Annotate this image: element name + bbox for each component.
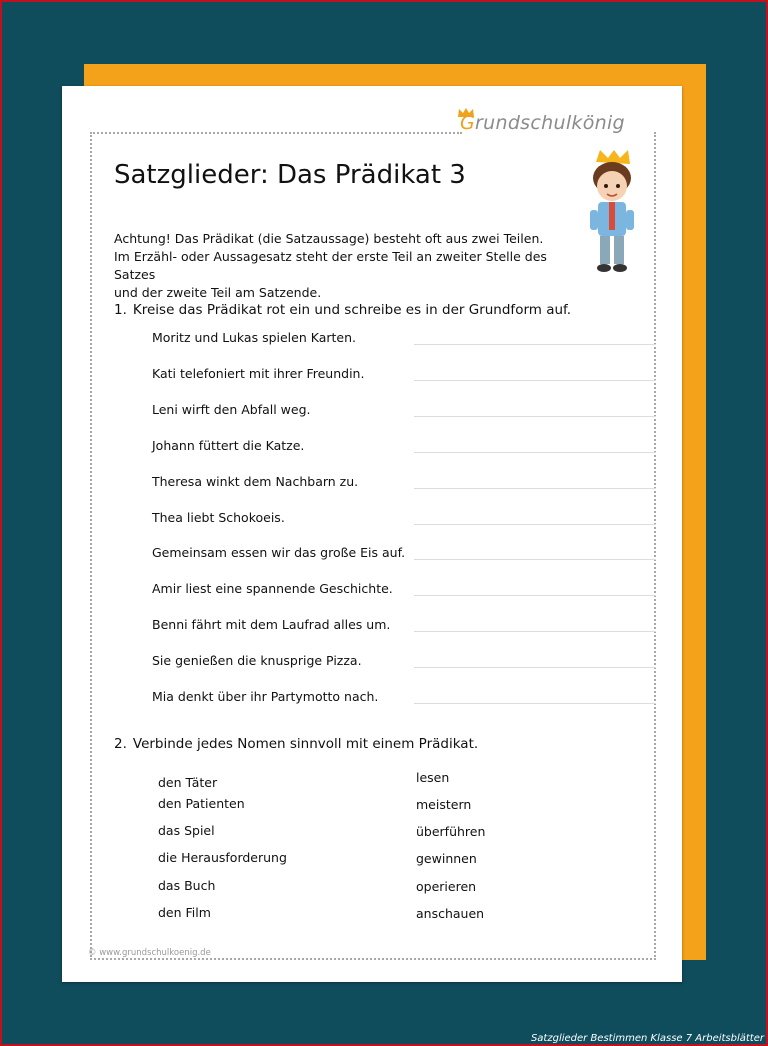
logo-first-letter: G xyxy=(460,112,476,134)
task-number: 2. xyxy=(114,736,127,752)
task2-heading xyxy=(114,736,478,752)
verb-item[interactable]: lesen xyxy=(416,770,450,785)
sentence: Kati telefoniert mit ihrer Freundin. xyxy=(152,366,365,381)
noun-item[interactable]: den Patienten xyxy=(158,796,245,811)
verb-item[interactable]: anschauen xyxy=(416,906,485,921)
brand-logo xyxy=(460,112,625,134)
answer-line[interactable] xyxy=(414,380,656,381)
sentence: Sie genießen die knusprige Pizza. xyxy=(152,653,362,668)
sentence: Leni wirft den Abfall weg. xyxy=(152,402,311,417)
intro-line: Im Erzähl- oder Aussagesatz steht der erste Teil an zweiter Stelle des Satzes xyxy=(114,249,547,282)
sentence: Moritz und Lukas spielen Karten. xyxy=(152,330,356,345)
worksheet-page xyxy=(62,86,682,982)
copyright-footer: © www.grundschulkoenig.de xyxy=(88,948,211,958)
verb-item[interactable]: überführen xyxy=(416,824,486,839)
boy-illustration xyxy=(582,150,642,276)
page-title: Satzglieder: Das Prädikat 3 xyxy=(114,160,466,190)
verb-item[interactable]: operieren xyxy=(416,879,477,894)
sentence: Mia denkt über ihr Partymotto nach. xyxy=(152,689,379,704)
verb-item[interactable]: meistern xyxy=(416,797,472,812)
sentence: Thea liebt Schokoeis. xyxy=(152,510,285,525)
answer-line[interactable] xyxy=(414,595,656,596)
sentence: Theresa winkt dem Nachbarn zu. xyxy=(152,474,359,489)
answer-line[interactable] xyxy=(414,416,656,417)
answer-line[interactable] xyxy=(414,667,656,668)
task1-heading xyxy=(114,302,571,318)
image-caption: Satzglieder Bestimmen Klasse 7 Arbeitsblätter xyxy=(530,1033,764,1044)
answer-line[interactable] xyxy=(414,452,656,453)
sentence: Johann füttert die Katze. xyxy=(152,438,305,453)
noun-item[interactable]: den Täter xyxy=(158,775,218,790)
sentence: Benni fährt mit dem Laufrad alles um. xyxy=(152,617,391,632)
answer-line[interactable] xyxy=(414,631,656,632)
noun-item[interactable]: das Spiel xyxy=(158,823,215,838)
verb-item[interactable]: gewinnen xyxy=(416,851,477,866)
logo-rest: rundschulkönig xyxy=(475,112,625,134)
noun-item[interactable]: den Film xyxy=(158,905,211,920)
answer-line[interactable] xyxy=(414,703,656,704)
task-number: 1. xyxy=(114,302,127,318)
task-text: Kreise das Prädikat rot ein und schreibe es in der Grundform auf. xyxy=(132,302,572,318)
intro-line: und der zweite Teil am Satzende. xyxy=(114,285,322,300)
intro-text xyxy=(114,230,584,302)
answer-line[interactable] xyxy=(414,344,656,345)
answer-line[interactable] xyxy=(414,488,656,489)
intro-line: Achtung! Das Prädikat (die Satzaussage) besteht oft aus zwei Teilen. xyxy=(114,231,544,246)
noun-item[interactable]: die Herausforderung xyxy=(158,850,287,865)
sentence: Gemeinsam essen wir das große Eis auf. xyxy=(152,545,406,560)
noun-item[interactable]: das Buch xyxy=(158,878,216,893)
answer-line[interactable] xyxy=(414,524,656,525)
task-text: Verbinde jedes Nomen sinnvoll mit einem Prädikat. xyxy=(132,736,479,752)
answer-line[interactable] xyxy=(414,559,656,560)
sentence: Amir liest eine spannende Geschichte. xyxy=(152,581,393,596)
